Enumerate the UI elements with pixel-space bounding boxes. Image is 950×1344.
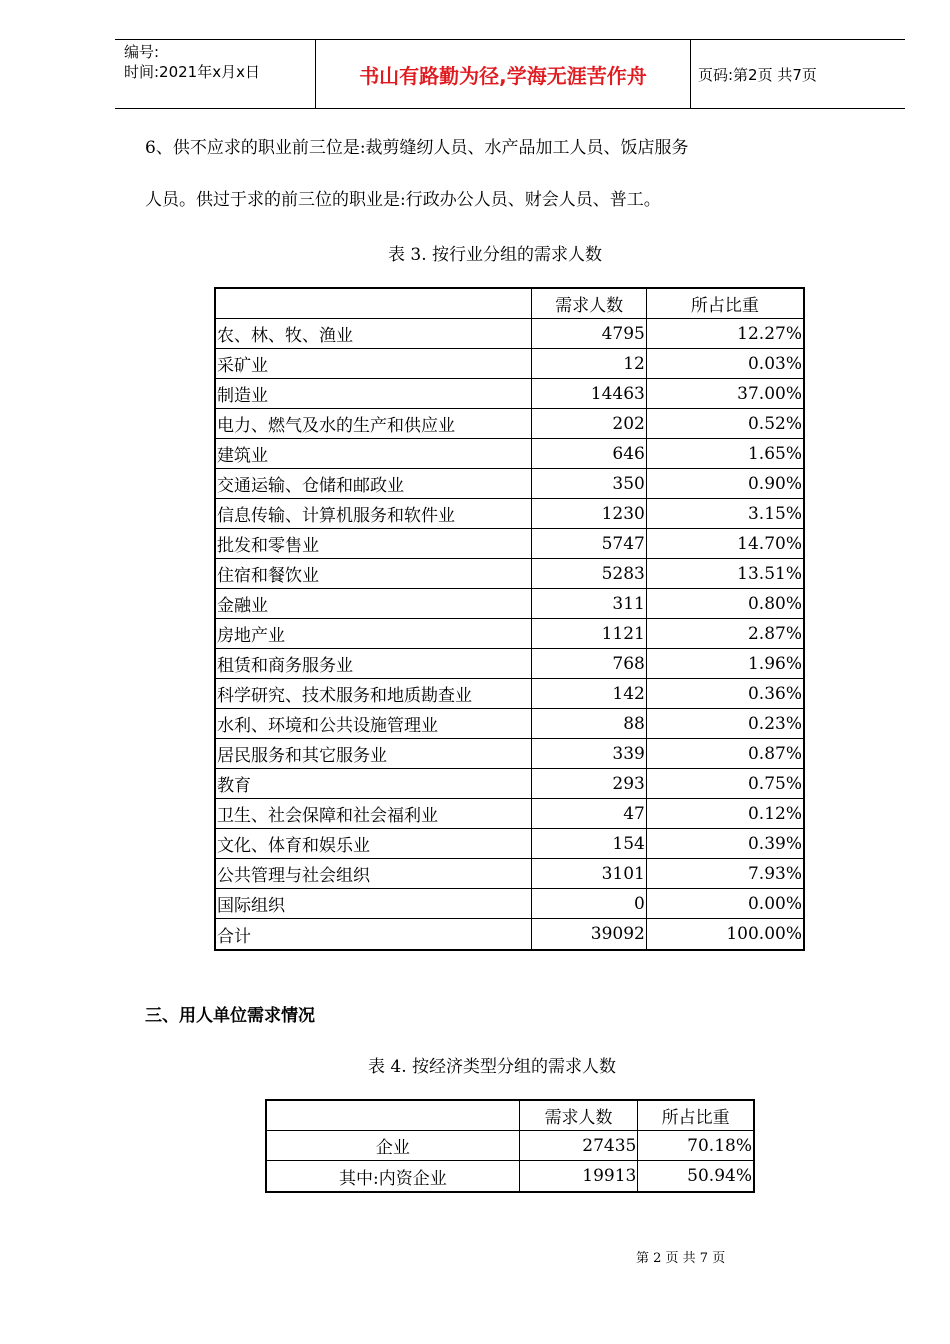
count-cell: 1230 bbox=[532, 499, 647, 529]
count-cell: 202 bbox=[532, 409, 647, 439]
table-row bbox=[216, 319, 803, 349]
count-cell: 142 bbox=[532, 679, 647, 709]
header-time-label: 时间:2021年x月x日 bbox=[124, 63, 260, 81]
count-cell: 293 bbox=[532, 769, 647, 799]
count-cell: 19913 bbox=[520, 1161, 639, 1191]
table-row bbox=[216, 469, 803, 499]
share-cell: 0.03% bbox=[647, 349, 803, 379]
share-cell: 0.39% bbox=[647, 829, 803, 859]
share-cell: 0.12% bbox=[647, 799, 803, 829]
share-cell: 1.65% bbox=[647, 439, 803, 469]
share-cell: 50.94% bbox=[687, 1166, 752, 1186]
share-cell: 2.87% bbox=[647, 619, 803, 649]
share-cell: 3.15% bbox=[647, 499, 803, 529]
category-cell: 租赁和商务服务业 bbox=[216, 649, 532, 679]
count-cell: 646 bbox=[532, 439, 647, 469]
count-cell: 5747 bbox=[532, 529, 647, 559]
table-row bbox=[216, 559, 803, 589]
paragraph-line-2: 人员。供过于求的前三位的职业是:行政办公人员、财会人员、普工。 bbox=[145, 190, 661, 210]
count-cell: 12 bbox=[532, 349, 647, 379]
share-cell: 0.90% bbox=[647, 469, 803, 499]
table-row bbox=[216, 679, 803, 709]
category-cell: 制造业 bbox=[216, 379, 532, 409]
category-cell: 教育 bbox=[216, 769, 532, 799]
header-meta bbox=[124, 42, 260, 82]
category-cell: 交通运输、仓储和邮政业 bbox=[216, 469, 532, 499]
page-footer: 第 2 页 共 7 页 bbox=[636, 1251, 726, 1266]
category-cell: 公共管理与社会组织 bbox=[216, 859, 532, 889]
category-cell: 电力、燃气及水的生产和供应业 bbox=[216, 409, 532, 439]
category-cell: 房地产业 bbox=[216, 619, 532, 649]
table-row bbox=[216, 829, 803, 859]
category-cell: 合计 bbox=[216, 919, 532, 949]
table-row bbox=[216, 349, 803, 379]
count-cell: 3101 bbox=[532, 859, 647, 889]
share-cell: 0.87% bbox=[647, 739, 803, 769]
header-number-label: 编号: bbox=[124, 43, 160, 61]
category-cell: 企业 bbox=[267, 1131, 520, 1161]
count-cell: 27435 bbox=[520, 1131, 639, 1161]
table-row bbox=[216, 919, 803, 949]
header-cell bbox=[216, 289, 532, 319]
header-cell: 所占比重 bbox=[638, 1101, 753, 1131]
category-cell: 金融业 bbox=[216, 589, 532, 619]
page-header bbox=[115, 39, 905, 109]
table-row bbox=[216, 589, 803, 619]
count-cell: 0 bbox=[532, 889, 647, 919]
category-cell: 文化、体育和娱乐业 bbox=[216, 829, 532, 859]
category-cell: 其中:内资企业 bbox=[267, 1161, 520, 1191]
category-cell: 采矿业 bbox=[216, 349, 532, 379]
table-row bbox=[216, 799, 803, 829]
category-cell: 建筑业 bbox=[216, 439, 532, 469]
table-row bbox=[216, 439, 803, 469]
header-divider-right bbox=[690, 40, 691, 108]
count-cell: 4795 bbox=[532, 319, 647, 349]
category-cell: 信息传输、计算机服务和软件业 bbox=[216, 499, 532, 529]
category-cell: 国际组织 bbox=[216, 889, 532, 919]
count-cell: 39092 bbox=[532, 919, 647, 949]
section-heading: 三、用人单位需求情况 bbox=[145, 1006, 315, 1026]
share-cell: 1.96% bbox=[647, 649, 803, 679]
paragraph-line-1: 6、供不应求的职业前三位是:裁剪缝纫人员、水产品加工人员、饭店服务 bbox=[145, 138, 689, 158]
table-row bbox=[216, 499, 803, 529]
table-row bbox=[216, 379, 803, 409]
table-row bbox=[216, 409, 803, 439]
share-cell: 0.52% bbox=[647, 409, 803, 439]
table4-caption: 表 4. 按经济类型分组的需求人数 bbox=[368, 1057, 617, 1077]
share-cell: 37.00% bbox=[647, 379, 803, 409]
count-cell: 350 bbox=[532, 469, 647, 499]
share-cell: 100.00% bbox=[726, 924, 802, 944]
share-cell: 14.70% bbox=[647, 529, 803, 559]
category-cell: 科学研究、技术服务和地质勘查业 bbox=[216, 679, 532, 709]
count-cell: 339 bbox=[532, 739, 647, 769]
count-cell: 5283 bbox=[532, 559, 647, 589]
header-page-label: 页码:第2页 共7页 bbox=[698, 65, 817, 84]
count-cell: 1121 bbox=[532, 619, 647, 649]
table3-caption: 表 3. 按行业分组的需求人数 bbox=[388, 245, 603, 265]
share-cell: 70.18% bbox=[638, 1131, 753, 1161]
header-motto: 书山有路勤为径,学海无涯苦作舟 bbox=[359, 63, 647, 88]
share-cell: 0.80% bbox=[647, 589, 803, 619]
industry-demand-table bbox=[214, 287, 805, 951]
table-row bbox=[267, 1131, 753, 1161]
count-cell: 311 bbox=[532, 589, 647, 619]
category-cell: 水利、环境和公共设施管理业 bbox=[216, 709, 532, 739]
table-row bbox=[216, 529, 803, 559]
table-header-row bbox=[267, 1101, 753, 1131]
share-cell: 0.23% bbox=[647, 709, 803, 739]
count-cell: 47 bbox=[532, 799, 647, 829]
header-cell: 需求人数 bbox=[520, 1101, 639, 1131]
header-cell bbox=[267, 1101, 520, 1131]
category-cell: 农、林、牧、渔业 bbox=[216, 319, 532, 349]
share-cell: 12.27% bbox=[647, 319, 803, 349]
table-row bbox=[216, 889, 803, 919]
category-cell: 批发和零售业 bbox=[216, 529, 532, 559]
header-cell: 需求人数 bbox=[532, 289, 647, 319]
table-header-row bbox=[216, 289, 803, 319]
share-cell: 7.93% bbox=[647, 859, 803, 889]
count-cell: 88 bbox=[532, 709, 647, 739]
count-cell: 154 bbox=[532, 829, 647, 859]
category-cell: 卫生、社会保障和社会福利业 bbox=[216, 799, 532, 829]
table-row bbox=[216, 769, 803, 799]
table-row bbox=[216, 709, 803, 739]
share-cell: 13.51% bbox=[647, 559, 803, 589]
count-cell: 14463 bbox=[532, 379, 647, 409]
table-row bbox=[267, 1161, 753, 1191]
table-row bbox=[216, 619, 803, 649]
category-cell: 居民服务和其它服务业 bbox=[216, 739, 532, 769]
economic-type-demand-table bbox=[265, 1099, 755, 1193]
table-row bbox=[216, 859, 803, 889]
count-cell: 768 bbox=[532, 649, 647, 679]
share-cell: 0.00% bbox=[647, 889, 803, 919]
category-cell: 住宿和餐饮业 bbox=[216, 559, 532, 589]
header-cell: 所占比重 bbox=[647, 289, 803, 319]
table-row bbox=[216, 649, 803, 679]
share-cell: 0.75% bbox=[647, 769, 803, 799]
share-cell: 0.36% bbox=[647, 679, 803, 709]
table-row bbox=[216, 739, 803, 769]
